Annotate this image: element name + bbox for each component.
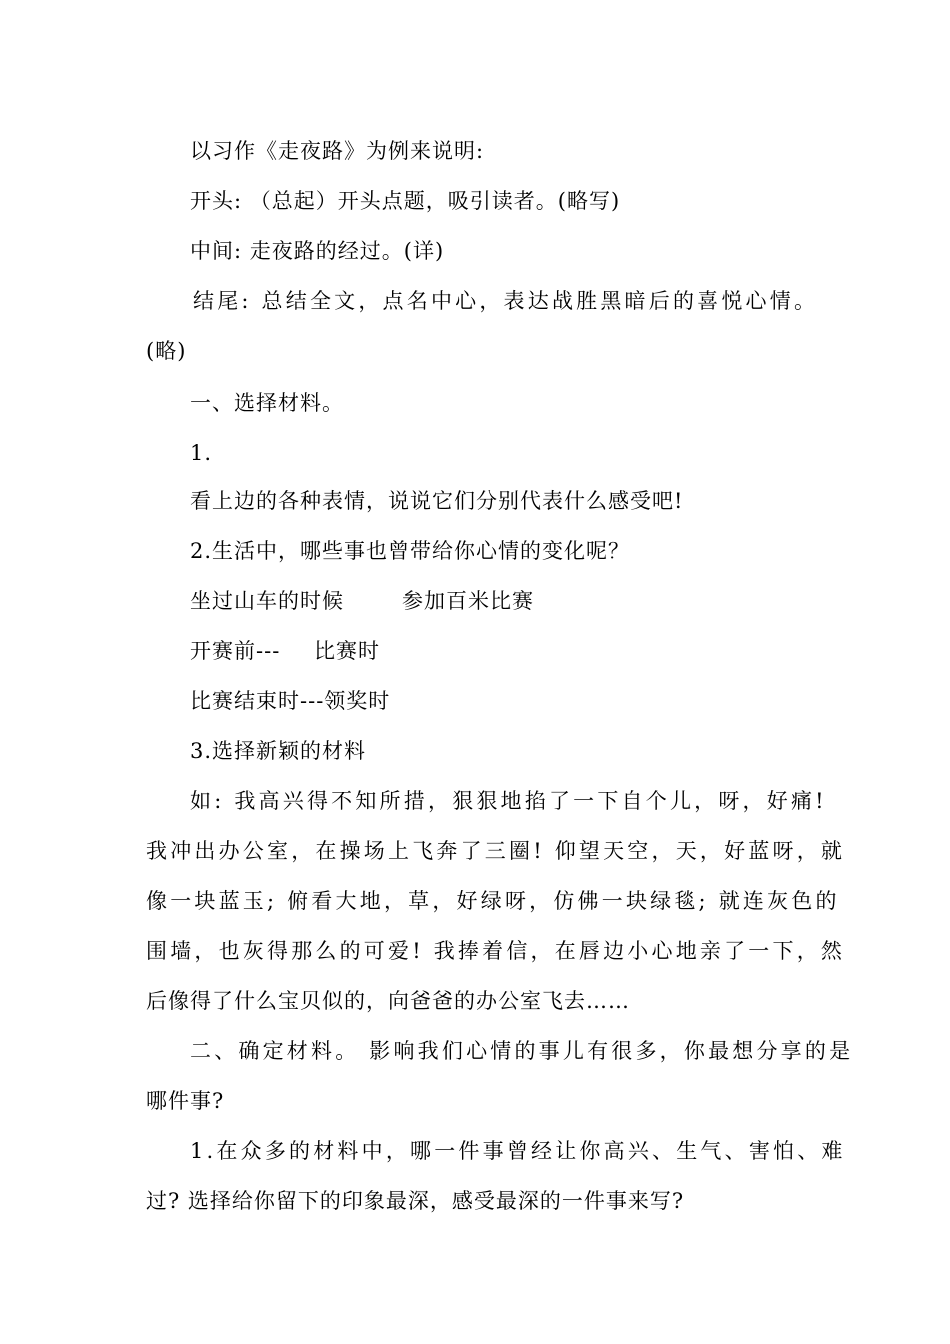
text-line-item-2: 2.生活中，哪些事也曾带给你心情的变化呢？ bbox=[190, 539, 631, 563]
text-line-which-event: 哪件事? bbox=[146, 1089, 225, 1113]
section-heading-confirm-material: 二、确定材料。 影响我们心情的事儿有很多，你最想分享的是 bbox=[190, 1039, 854, 1063]
text-line-expressions: 看上边的各种表情，说说它们分别代表什么感受吧! bbox=[190, 489, 684, 513]
text-line-material-question-2: 过? 选择给你留下的印象最深，感受最深的一件事来写? bbox=[146, 1189, 685, 1213]
text-line-intro: 以习作《走夜路》为例来说明: bbox=[190, 139, 485, 163]
example-paragraph-line-1: 如: 我高兴得不知所措，狠狠地掐了一下自个儿，呀，好痛! bbox=[190, 789, 827, 813]
example-paragraph-line-3: 像一块蓝玉; 俯看大地，草，好绿呀，仿佛一块绿毯; 就连灰色的 bbox=[146, 889, 840, 913]
text-line-during-race: 比赛时 bbox=[314, 639, 380, 663]
example-paragraph-line-4: 围墙，也灰得那么的可爱! 我捧着信，在唇边小心地亲了一下，然 bbox=[146, 939, 846, 963]
section-heading-choose-material: 一、选择材料。 bbox=[190, 391, 344, 415]
example-paragraph-line-2: 我冲出办公室，在操场上飞奔了三圈! 仰望天空，天，好蓝呀，就 bbox=[146, 839, 846, 863]
text-line-ending: 结尾: 总结全文，点名中心，表达战胜黑暗后的喜悦心情。 bbox=[193, 289, 819, 313]
text-line-middle: 中间: 走夜路的经过。(详) bbox=[190, 239, 445, 263]
text-line-ending-brief: (略) bbox=[146, 339, 187, 363]
text-line-roller-coaster: 坐过山车的时候 bbox=[190, 589, 344, 613]
example-paragraph-line-5: 后像得了什么宝贝似的，向爸爸的办公室飞去…… bbox=[146, 989, 630, 1013]
text-line-race: 参加百米比赛 bbox=[402, 589, 534, 613]
text-line-opening: 开头: （总起）开头点题，吸引读者。(略写) bbox=[190, 189, 621, 213]
text-line-item-3: 3.选择新颖的材料 bbox=[190, 739, 367, 763]
list-number-1: 1. bbox=[190, 441, 213, 465]
text-line-material-question-1: 1.在众多的材料中，哪一件事曾经让你高兴、生气、害怕、难 bbox=[190, 1139, 846, 1163]
text-line-before-race: 开赛前--- bbox=[190, 639, 281, 663]
text-line-after-race: 比赛结束时---领奖时 bbox=[190, 689, 391, 713]
